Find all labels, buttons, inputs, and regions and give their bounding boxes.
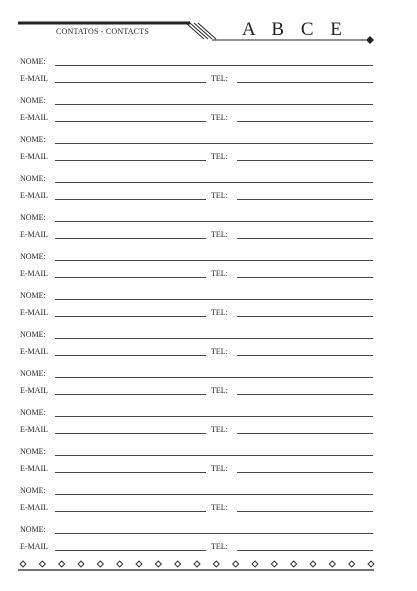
diamond-icon	[252, 561, 258, 567]
tel-field[interactable]	[237, 199, 373, 200]
tel-label: TEL:	[211, 347, 228, 356]
email-label: E-MAIL	[20, 347, 48, 356]
name-label: NOME:	[20, 447, 46, 456]
tel-field[interactable]	[237, 316, 373, 317]
email-label: E-MAIL	[20, 386, 48, 395]
email-label: E-MAIL	[20, 152, 48, 161]
diamond-icon	[213, 561, 219, 567]
email-field[interactable]	[55, 238, 206, 239]
name-field[interactable]	[55, 338, 373, 339]
tel-field[interactable]	[237, 238, 373, 239]
email-label: E-MAIL	[20, 503, 48, 512]
tel-label: TEL:	[211, 542, 228, 551]
diamond-icon	[310, 561, 316, 567]
name-label: NOME:	[20, 408, 46, 417]
name-field[interactable]	[55, 494, 373, 495]
diamond-icon	[20, 561, 26, 567]
name-label: NOME:	[20, 291, 46, 300]
diamond-icon	[136, 561, 142, 567]
email-field[interactable]	[55, 82, 206, 83]
email-label: E-MAIL	[20, 269, 48, 278]
email-field[interactable]	[55, 121, 206, 122]
name-field[interactable]	[55, 182, 373, 183]
name-field[interactable]	[55, 260, 373, 261]
name-label: NOME:	[20, 252, 46, 261]
name-label: NOME:	[20, 369, 46, 378]
page-title: CONTATOS - CONTACTS	[56, 27, 150, 36]
tel-field[interactable]	[237, 355, 373, 356]
name-field[interactable]	[55, 221, 373, 222]
name-label: NOME:	[20, 57, 46, 66]
tel-field[interactable]	[237, 82, 373, 83]
tel-label: TEL:	[211, 464, 228, 473]
name-label: NOME:	[20, 525, 46, 534]
name-label: NOME:	[20, 135, 46, 144]
email-field[interactable]	[55, 160, 206, 161]
email-label: E-MAIL	[20, 230, 48, 239]
name-field[interactable]	[55, 533, 373, 534]
tel-label: TEL:	[211, 74, 228, 83]
footer-border	[0, 555, 417, 575]
tel-field[interactable]	[237, 472, 373, 473]
diamond-icon	[59, 561, 65, 567]
diamond-icon	[39, 561, 45, 567]
email-label: E-MAIL	[20, 542, 48, 551]
name-label: NOME:	[20, 96, 46, 105]
diamond-icon	[291, 561, 297, 567]
tel-label: TEL:	[211, 113, 228, 122]
diamond-icon	[175, 561, 181, 567]
name-field[interactable]	[55, 299, 373, 300]
email-field[interactable]	[55, 199, 206, 200]
diamond-icon	[349, 561, 355, 567]
diamond-icon	[368, 561, 374, 567]
tel-field[interactable]	[237, 433, 373, 434]
email-field[interactable]	[55, 316, 206, 317]
tel-field[interactable]	[237, 394, 373, 395]
email-label: E-MAIL	[20, 464, 48, 473]
name-label: NOME:	[20, 174, 46, 183]
name-field[interactable]	[55, 65, 373, 66]
tel-label: TEL:	[211, 269, 228, 278]
diamond-icon	[329, 561, 335, 567]
email-field[interactable]	[55, 472, 206, 473]
email-label: E-MAIL	[20, 308, 48, 317]
tel-label: TEL:	[211, 191, 228, 200]
diamond-icon	[78, 561, 84, 567]
email-field[interactable]	[55, 433, 206, 434]
email-field[interactable]	[55, 355, 206, 356]
tel-label: TEL:	[211, 152, 228, 161]
name-label: NOME:	[20, 213, 46, 222]
diamond-icon	[155, 561, 161, 567]
email-label: E-MAIL	[20, 191, 48, 200]
diamond-icon	[194, 561, 200, 567]
tel-label: TEL:	[211, 425, 228, 434]
tel-field[interactable]	[237, 511, 373, 512]
email-label: E-MAIL	[20, 74, 48, 83]
name-label: NOME:	[20, 330, 46, 339]
diamond-icon	[233, 561, 239, 567]
tel-field[interactable]	[237, 277, 373, 278]
email-field[interactable]	[55, 511, 206, 512]
tel-field[interactable]	[237, 550, 373, 551]
diamond-icon	[117, 561, 123, 567]
tel-label: TEL:	[211, 503, 228, 512]
diamond-icon	[97, 561, 103, 567]
tel-field[interactable]	[237, 160, 373, 161]
email-label: E-MAIL	[20, 113, 48, 122]
name-field[interactable]	[55, 104, 373, 105]
diamond-icon	[271, 561, 277, 567]
name-field[interactable]	[55, 455, 373, 456]
tel-label: TEL:	[211, 386, 228, 395]
tel-label: TEL:	[211, 308, 228, 317]
tel-field[interactable]	[237, 121, 373, 122]
name-label: NOME:	[20, 486, 46, 495]
tel-label: TEL:	[211, 230, 228, 239]
index-letters: A B C E	[242, 19, 348, 40]
name-field[interactable]	[55, 377, 373, 378]
name-field[interactable]	[55, 416, 373, 417]
email-field[interactable]	[55, 277, 206, 278]
name-field[interactable]	[55, 143, 373, 144]
email-label: E-MAIL	[20, 425, 48, 434]
email-field[interactable]	[55, 550, 206, 551]
email-field[interactable]	[55, 394, 206, 395]
